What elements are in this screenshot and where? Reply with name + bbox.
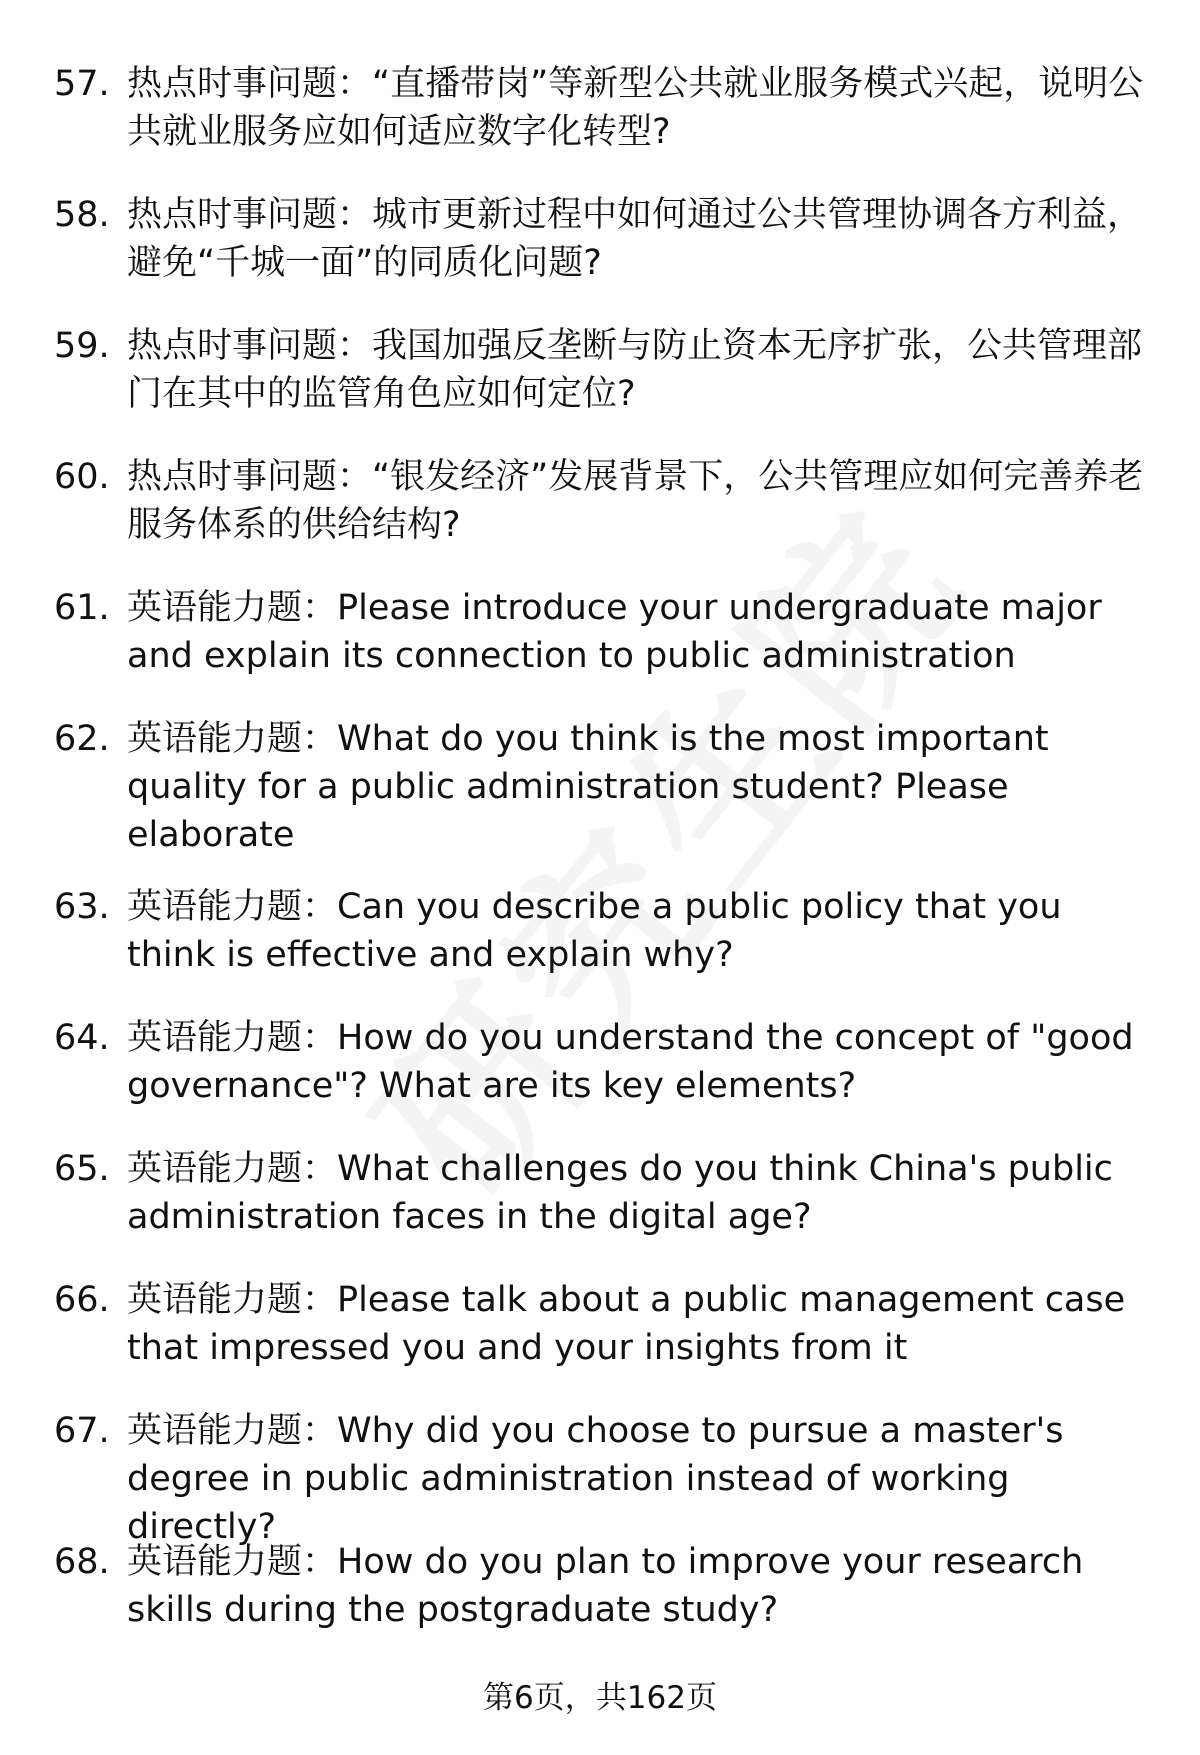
question-number: 66. xyxy=(54,1280,110,1320)
question-number: 67. xyxy=(54,1411,110,1451)
question-number: 58. xyxy=(54,195,110,235)
page-indicator: 第6页，共162页 xyxy=(483,1680,717,1716)
list-item xyxy=(0,1276,1200,1407)
list-item xyxy=(0,1407,1200,1547)
list-item xyxy=(0,191,1200,322)
question-text: 英语能力题：How do you plan to improve your research skills during the postgraduate study? xyxy=(127,1542,1084,1630)
question-text: 英语能力题：Can you describe a public policy that you think is effective and explain why? xyxy=(127,887,1062,975)
list-item xyxy=(0,715,1200,883)
question-number: 60. xyxy=(54,457,110,497)
list-item xyxy=(0,60,1200,191)
question-text: 热点时事问题：我国加强反垄断与防止资本无序扩张，公共管理部门在其中的监管角色应如何定位? xyxy=(127,326,1143,414)
question-text: 热点时事问题：“直播带岗”等新型公共就业服务模式兴起，说明公共就业服务应如何适应数字化转型? xyxy=(127,64,1144,152)
list-item xyxy=(0,883,1200,1014)
list-item xyxy=(0,1014,1200,1145)
question-number: 63. xyxy=(54,887,110,927)
list-item xyxy=(0,453,1200,584)
question-text: 英语能力题：What do you think is the most important quality for a public administration student? Please elaborate xyxy=(127,719,1049,855)
list-item xyxy=(0,584,1200,715)
list-item xyxy=(0,1145,1200,1276)
question-text: 热点时事问题：“银发经济”发展背景下，公共管理应如何完善养老服务体系的供给结构? xyxy=(127,457,1144,545)
list-item xyxy=(0,1538,1200,1669)
question-text: 英语能力题：Why did you choose to pursue a master's degree in public administration instead of working directly? xyxy=(127,1411,1064,1547)
question-number: 59. xyxy=(54,326,110,366)
question-number: 57. xyxy=(54,64,110,104)
question-text: 英语能力题：How do you understand the concept of "good governance"? What are its key elements? xyxy=(127,1018,1134,1106)
question-text: 英语能力题：What challenges do you think China's public administration faces in the digital age? xyxy=(127,1149,1113,1237)
list-item xyxy=(0,322,1200,453)
question-number: 62. xyxy=(54,719,110,759)
question-number: 61. xyxy=(54,588,110,628)
question-number: 68. xyxy=(54,1542,110,1582)
question-number: 64. xyxy=(54,1018,110,1058)
question-text: 英语能力题：Please introduce your undergraduate major and explain its connection to public administration xyxy=(127,588,1102,676)
question-list xyxy=(0,60,1200,1669)
question-text: 英语能力题：Please talk about a public management case that impressed you and your insights from it xyxy=(127,1280,1126,1368)
question-text: 热点时事问题：城市更新过程中如何通过公共管理协调各方利益，避免“千城一面”的同质化问题? xyxy=(127,195,1143,283)
question-number: 65. xyxy=(54,1149,110,1189)
